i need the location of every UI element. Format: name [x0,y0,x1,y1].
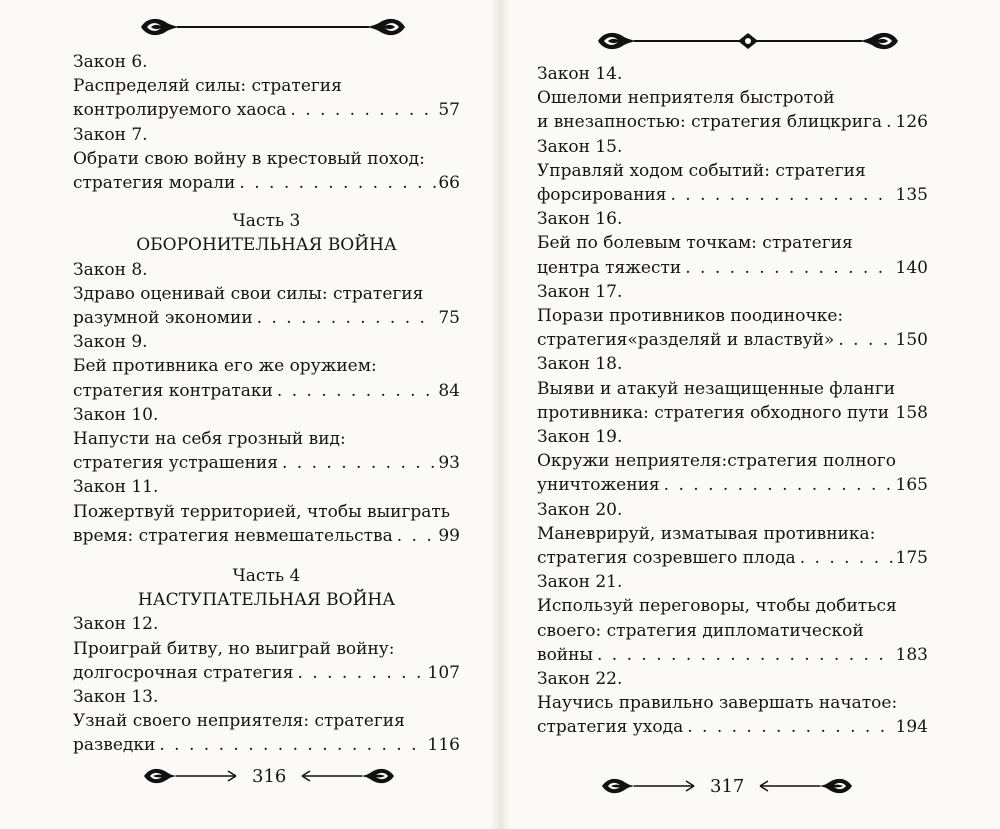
dot-leader [597,643,894,667]
entry-title-last-line [73,661,460,685]
page-ref: 75 [438,308,460,329]
dot-leader [159,733,425,757]
law-label: Закон 16. [537,209,623,230]
toc-entry [73,123,460,196]
entry-title-text: время: стратегия невмешательства [73,525,393,546]
entry-title-line: Ошеломи неприятеля быстротой [537,88,835,109]
page-ref: 165 [895,475,928,496]
dot-leader [893,401,894,425]
entry-title-line: Пожертвуй территорией, чтобы выиграть [73,501,451,522]
footer-right [598,775,856,797]
entry-title-last-line [537,546,928,570]
book-spine [490,0,510,829]
entry-title-text: стратегия контратаки [73,380,273,401]
entry-title-last-line [537,473,928,497]
entry-title-line: Маневрируй, изматывая противника: [537,523,876,544]
entry-title-line: Бей по болевым точкам: стратегия [537,233,853,254]
part-number: Часть 4 [232,566,301,587]
entry-title-last-line [537,183,928,207]
part-heading [73,209,460,257]
dot-leader [282,451,436,475]
toc-entry [73,50,460,123]
entry-title-line: Управляй ходом событий: стратегия [537,160,866,181]
page-ref: 126 [895,112,928,133]
entry-title-last-line [73,98,460,122]
dot-leader [257,306,437,330]
entry-title-text: разведки [73,735,156,756]
entry-title-line: Окружи неприятеля:стратегия полного [537,451,897,472]
law-label: Закон 21. [537,572,623,593]
entry-title-text: уничтожения [537,475,660,496]
entry-title-line: Обрати свою войну в крестовый поход: [73,148,425,169]
toc-entry [537,352,928,425]
entry-title-text: и внезапностью: стратегия блицкрига [537,112,883,133]
page-ref: 158 [895,402,928,423]
page-ref: 99 [438,525,460,546]
entry-title-text: стратегия«разделяй и властвуй» [537,330,835,351]
entry-title-text: стратегия устрашения [73,453,278,474]
page-number: 317 [710,775,745,797]
toc-entry [537,62,928,135]
footer-ornament-right [298,765,398,787]
dot-leader [298,661,426,685]
law-label: Закон 15. [537,136,623,157]
page-ref: 84 [438,380,460,401]
law-label: Закон 17. [537,281,623,302]
dot-leader [239,171,436,195]
dot-leader [670,183,893,207]
entry-title-last-line [537,643,928,667]
entry-title-text: стратегия созревшего плода [537,548,796,569]
entry-title-last-line [73,171,460,195]
page-ref: 57 [438,100,460,121]
entry-title-last-line [73,524,460,548]
entry-title-line: Узнай своего неприятеля: стратегия [73,711,405,732]
page-ref: 183 [895,644,928,665]
entry-title-text: контролируемого хаоса [73,100,287,121]
entry-title-line: Выяви и атакуй незащищенные фланги [537,378,896,399]
footer-ornament-right [756,775,856,797]
page-ref: 66 [438,173,460,194]
dot-leader [687,715,893,739]
law-label: Закон 7. [73,124,148,145]
page-ref: 93 [438,453,460,474]
entry-title-last-line [537,110,928,134]
law-label: Закон 10. [73,404,159,425]
page-number: 316 [252,765,287,787]
right-page [508,0,1000,829]
dot-leader [838,328,893,352]
page-ref: 107 [427,662,460,683]
toc-entry [537,498,928,571]
entry-title-line: Напусти на себя грозный вид: [73,429,346,450]
entry-title-line: Проиграй битву, но выиграй войну: [73,638,395,659]
footer-left [140,765,398,787]
entry-title-text: долгосрочная стратегия [73,662,294,683]
entry-title-line: Распределяй силы: стратегия [73,76,342,97]
toc-entry [73,330,460,403]
entry-title-last-line [73,306,460,330]
law-label: Закон 19. [537,427,623,448]
law-label: Закон 11. [73,477,159,498]
page-ref: 135 [895,185,928,206]
toc-entry [73,685,460,758]
toc-entry [73,258,460,331]
entry-title-last-line [537,401,928,425]
dot-leader [685,256,893,280]
entry-title-line: своего: стратегия дипломатической [537,620,864,641]
law-label: Закон 8. [73,259,148,280]
entry-title-last-line [73,451,460,475]
law-label: Закон 6. [73,52,148,72]
toc-entry [537,570,928,667]
toc-entry [537,425,928,498]
page-ref: 150 [895,330,928,351]
law-label: Закон 20. [537,499,623,520]
dot-leader [664,473,894,497]
entry-title-line: Используй переговоры, чтобы добиться [537,596,897,617]
part-heading [73,564,460,612]
law-label: Закон 18. [537,354,623,375]
dot-leader [886,110,893,134]
part-title: НАСТУПАТЕЛЬНАЯ ВОЙНА [137,590,396,611]
entry-title-last-line [537,715,928,739]
entry-title-last-line [73,379,460,403]
part-title: ОБОРОНИТЕЛЬНАЯ ВОЙНА [136,235,397,256]
entry-title-text: форсирования [537,185,667,206]
entry-title-last-line [537,328,928,352]
entry-title-line: Бей противника его же оружием: [73,356,377,377]
entry-title-line: Научись правильно завершать начатое: [537,693,898,714]
entry-title-text: разумной экономии [73,308,253,329]
law-label: Закон 13. [73,687,159,708]
toc-entry [537,207,928,280]
law-label: Закон 22. [537,669,623,690]
entry-title-last-line [537,256,928,280]
entry-title-text: стратегия морали [73,173,236,194]
dot-leader [277,379,436,403]
law-label: Закон 14. [537,64,623,84]
footer-ornament-left [140,765,240,787]
page-ref: 175 [895,548,928,569]
page-ref: 194 [895,717,928,738]
law-label: Закон 12. [73,614,159,635]
part-number: Часть 3 [232,211,301,232]
footer-ornament-left [598,775,698,797]
toc-entry [537,135,928,208]
page-ref: 140 [895,257,928,278]
entry-title-text: противника: стратегия обходного пути [537,402,890,423]
toc-entry [73,612,460,685]
entry-title-text: стратегия ухода [537,717,684,738]
header-ornament-left [137,14,409,40]
toc-right [537,62,928,740]
entry-title-last-line [73,733,460,757]
entry-title-line: Здраво оценивай свои силы: стратегия [73,283,424,304]
entry-title-line: Порази противников поодиночке: [537,306,844,327]
toc-entry [73,475,460,548]
dot-leader [290,98,436,122]
toc-entry [73,403,460,476]
law-label: Закон 9. [73,332,148,353]
dot-leader [397,524,437,548]
page-ref: 116 [427,735,460,756]
entry-title-text: войны [537,644,593,665]
toc-left [73,50,460,758]
entry-title-text: центра тяжести [537,257,682,278]
dot-leader [800,546,894,570]
left-page [0,0,492,829]
toc-entry [537,280,928,353]
toc-entry [537,667,928,740]
header-ornament-right [594,28,902,54]
